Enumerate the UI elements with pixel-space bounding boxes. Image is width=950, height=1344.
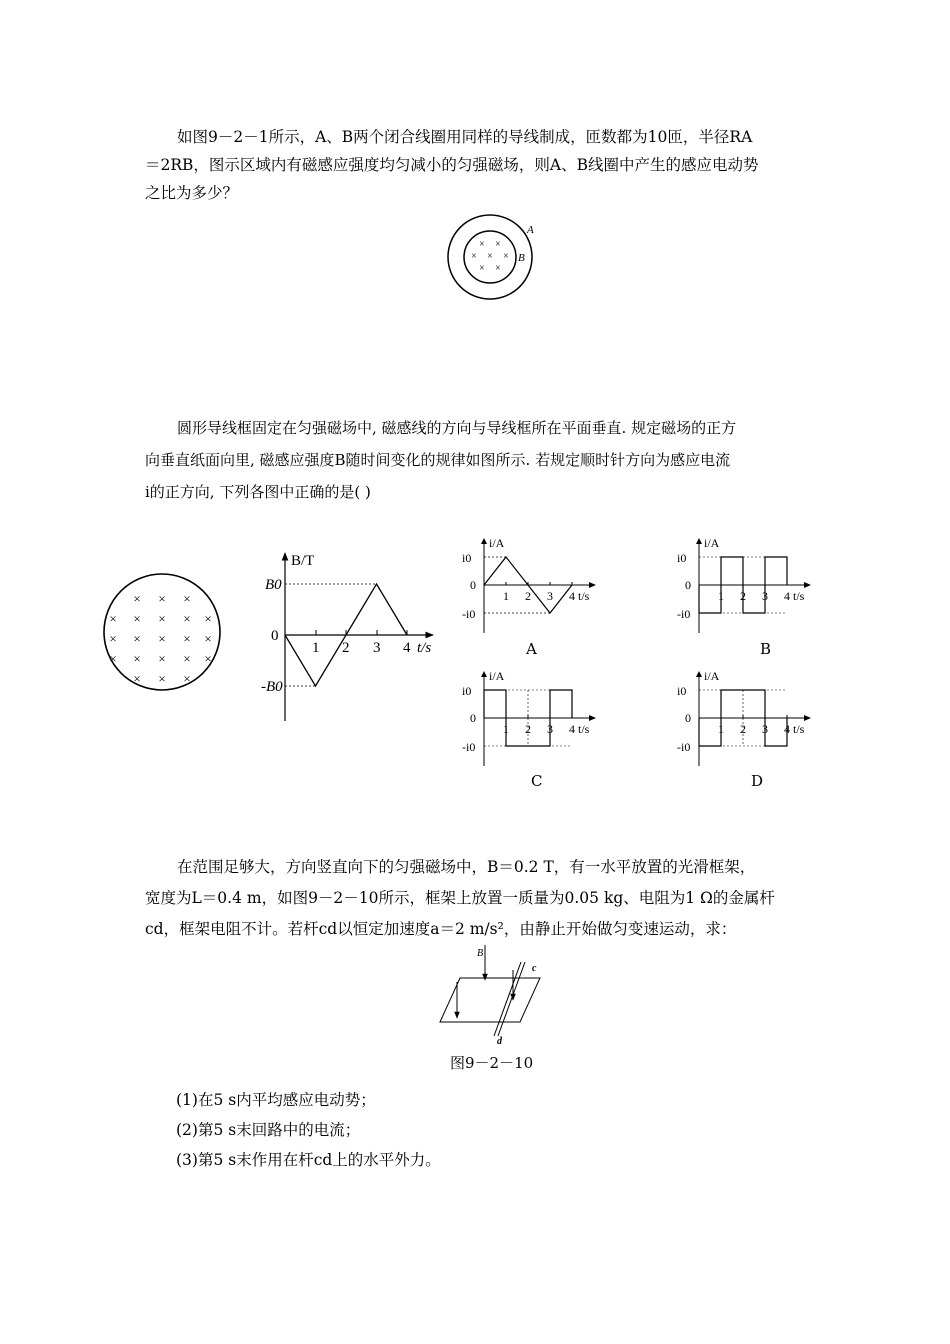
svg-text:×: × <box>109 651 117 666</box>
y-axis-label: i/A <box>489 669 505 683</box>
label-a: A <box>527 224 534 236</box>
x-axis-label: t/s <box>578 722 590 736</box>
b-graph-xlabel: t/s <box>417 640 432 656</box>
option-d-caption[interactable]: D <box>751 772 764 790</box>
x-tick-label: 3 <box>762 722 768 736</box>
question-3-text <box>145 852 810 945</box>
option-b-graph[interactable] <box>675 535 815 635</box>
svg-text:×: × <box>183 671 191 686</box>
frame-label-c: c <box>532 963 537 974</box>
i0-label: i0 <box>677 551 687 565</box>
svg-text:×: × <box>487 251 493 262</box>
svg-text:×: × <box>479 263 485 274</box>
q3-line-2: 宽度为L＝0.4 m，如图9－2－10所示，框架上放置一质量为0.05 kg、电阻为1 Ω的金属杆 <box>145 889 775 907</box>
q2-line-1: 圆形导线框固定在匀强磁场中, 磁感线的方向与导线框所在平面垂直. 规定磁场的正方 <box>177 419 737 437</box>
neg-i0-label: -i0 <box>677 607 691 621</box>
x-axis-label: t/s <box>793 722 805 736</box>
x-tick-label: 4 <box>784 589 790 603</box>
q3-frame-figure <box>440 940 555 1045</box>
y-axis-label: i/A <box>489 536 505 550</box>
q3-item-3: (3)第5 s末作用在杆cd上的水平外力。 <box>176 1151 441 1169</box>
label-b: B <box>518 252 525 264</box>
svg-text:×: × <box>495 239 501 250</box>
svg-text:×: × <box>158 631 166 646</box>
question-1-text <box>145 123 810 207</box>
x-tick-label: 2 <box>525 589 531 603</box>
svg-text:×: × <box>158 651 166 666</box>
x-axis-label: t/s <box>578 589 590 603</box>
svg-text:4: 4 <box>403 640 411 656</box>
option-c-caption[interactable]: C <box>531 772 543 790</box>
q3-item-1: (1)在5 s内平均感应电动势； <box>176 1091 376 1109</box>
svg-text:×: × <box>158 591 166 606</box>
y-axis-label: i/A <box>704 536 720 550</box>
question-2-text <box>145 412 810 508</box>
frame-label-d: d <box>497 1036 502 1047</box>
svg-text:×: × <box>204 631 212 646</box>
q1-line-3: 之比为多少？ <box>145 184 239 202</box>
x-tick-label: 2 <box>740 589 746 603</box>
q3-item-2: (2)第5 s末回路中的电流； <box>176 1121 361 1139</box>
svg-text:2: 2 <box>342 640 350 656</box>
option-a-graph[interactable] <box>460 535 600 635</box>
svg-text:×: × <box>133 631 141 646</box>
x-tick-label: 1 <box>503 589 509 603</box>
b-graph-neg-b0: -B0 <box>261 679 283 695</box>
q1-coil-figure <box>445 212 545 302</box>
svg-text:×: × <box>503 251 509 262</box>
svg-text:×: × <box>158 611 166 626</box>
zero-label: 0 <box>685 711 691 725</box>
x-tick-label: 4 <box>569 722 575 736</box>
svg-text:×: × <box>133 651 141 666</box>
x-tick-label: 2 <box>525 722 531 736</box>
svg-text:×: × <box>471 251 477 262</box>
x-tick-label: 1 <box>718 589 724 603</box>
q3-line-3: cd，框架电阻不计。若杆cd以恒定加速度a＝2 m/s²，由静止开始做匀变速运动，求： <box>145 920 737 938</box>
q1-field-crosses <box>471 239 509 274</box>
svg-text:×: × <box>183 651 191 666</box>
svg-text:×: × <box>158 671 166 686</box>
q1-line-1: 如图9－2－1所示，A、B两个闭合线圈用同样的导线制成，匝数都为10匝，半径RA <box>177 128 753 146</box>
x-tick-label: 3 <box>547 722 553 736</box>
svg-text:×: × <box>133 671 141 686</box>
svg-text:3: 3 <box>373 640 381 656</box>
x-tick-label: 1 <box>718 722 724 736</box>
neg-i0-label: -i0 <box>462 740 476 754</box>
svg-text:×: × <box>109 611 117 626</box>
svg-text:×: × <box>109 631 117 646</box>
q3-figure-caption: 图9－2－10 <box>450 1054 534 1072</box>
q1-line-2: ＝2RB，图示区域内有磁感应强度均匀减小的匀强磁场，则A、B线圈中产生的感应电动势 <box>145 156 759 174</box>
b-graph-b0: B0 <box>265 577 282 593</box>
x-tick-label: 2 <box>740 722 746 736</box>
option-d-graph[interactable] <box>675 668 815 768</box>
x-axis-label: t/s <box>793 589 805 603</box>
x-tick-label: 1 <box>503 722 509 736</box>
svg-text:×: × <box>204 651 212 666</box>
q2-line-3: i的正方向, 下列各图中正确的是( ) <box>145 483 371 501</box>
svg-text:×: × <box>495 263 501 274</box>
svg-text:×: × <box>183 611 191 626</box>
i0-label: i0 <box>677 684 687 698</box>
neg-i0-label: -i0 <box>677 740 691 754</box>
x-tick-label: 4 <box>569 589 575 603</box>
svg-text:×: × <box>183 591 191 606</box>
frame-label-b: B <box>477 948 484 959</box>
zero-label: 0 <box>685 578 691 592</box>
svg-text:×: × <box>183 631 191 646</box>
x-tick-label: 4 <box>784 722 790 736</box>
i0-label: i0 <box>462 551 472 565</box>
zero-label: 0 <box>470 578 476 592</box>
b-graph-zero: 0 <box>271 628 279 644</box>
svg-text:×: × <box>479 239 485 250</box>
neg-i0-label: -i0 <box>462 607 476 621</box>
q2-b-t-graph <box>255 545 445 725</box>
svg-text:×: × <box>204 611 212 626</box>
option-c-graph[interactable] <box>460 668 600 768</box>
q3-subquestions <box>176 1085 841 1175</box>
x-tick-label: 3 <box>762 589 768 603</box>
i0-label: i0 <box>462 684 472 698</box>
zero-label: 0 <box>470 711 476 725</box>
svg-text:1: 1 <box>312 640 320 656</box>
q3-line-1: 在范围足够大，方向竖直向下的匀强磁场中，B＝0.2 T，有一水平放置的光滑框架， <box>177 858 756 876</box>
svg-text:×: × <box>133 591 141 606</box>
option-b-caption[interactable]: B <box>760 640 772 658</box>
svg-text:×: × <box>133 611 141 626</box>
x-tick-label: 3 <box>547 589 553 603</box>
y-axis-label: i/A <box>704 669 720 683</box>
q2-field-circle-figure <box>100 573 225 691</box>
q2-line-2: 向垂直纸面向里, 磁感应强度B随时间变化的规律如图所示. 若规定顺时针方向为感应电流 <box>145 451 731 469</box>
b-graph-ylabel: B/T <box>291 553 315 569</box>
option-a-caption[interactable]: A <box>526 640 537 658</box>
